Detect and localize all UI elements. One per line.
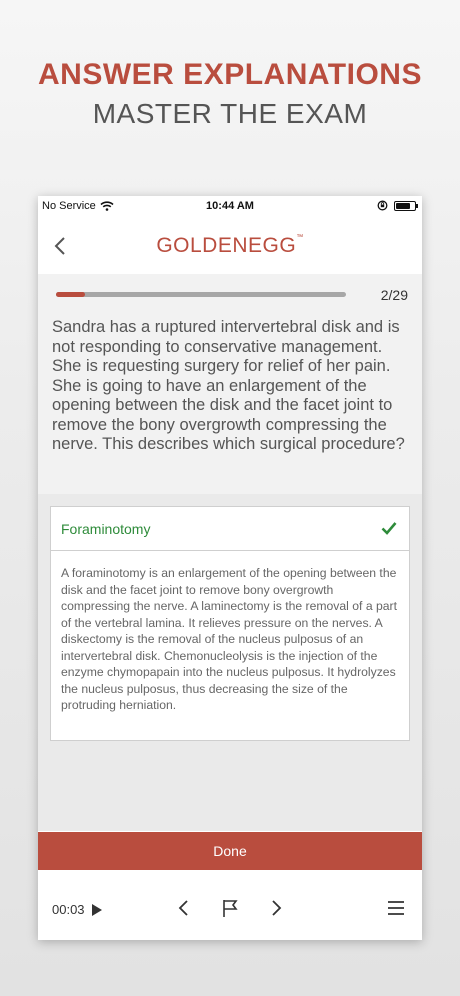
- app-logo: [38, 234, 422, 258]
- timer: [52, 902, 103, 917]
- carrier-label: No Service: [42, 200, 96, 212]
- promo-headline: ANSWER EXPLANATIONS: [38, 58, 422, 91]
- rotation-lock-icon: [377, 200, 388, 211]
- bottom-toolbar: [38, 880, 422, 940]
- question-text: Sandra has a ruptured intervertebral disk and is not responding to conservative management. She is requesting surgery for relief of her pain. She is going to have an enlargement of the opening between the disk and the facet joint to remove the bony overgrowth compressing the nerve. This describes which surgical procedure?: [52, 318, 405, 453]
- nav-bar: [38, 218, 422, 274]
- done-button[interactable]: Done: [38, 832, 422, 870]
- answer-explanation: A foraminotomy is an enlargement of the opening between the disk and the facet joint to remove bony overgrowth compressing the nerve. A laminectomy is the removal of a part of the vertebral lamina. It relieves pressure on the nerves. A diskectomy is the removal of the nucleus pulposus of an intervertebral disk. Chemonucleolysis is the injection of the enzyme chymopapain into the nucleus pulposus. It hydrolyzes the nucleus pulposus, thus decreasing the size of the protruding herniation.: [61, 566, 397, 712]
- status-bar: [38, 196, 422, 218]
- phone-screen: [38, 196, 422, 940]
- battery-icon: [394, 201, 416, 211]
- play-icon[interactable]: [91, 903, 103, 917]
- previous-icon[interactable]: [174, 898, 194, 918]
- timer-label: 00:03: [52, 902, 85, 917]
- flag-icon[interactable]: [220, 898, 240, 918]
- answer-label: Foraminotomy: [61, 521, 151, 537]
- menu-icon[interactable]: [386, 898, 406, 918]
- answer-card: [50, 506, 410, 741]
- progress-label: 2/29: [380, 287, 408, 303]
- progress-bar: [56, 292, 346, 297]
- answer-option[interactable]: [51, 507, 409, 551]
- question-section: [38, 274, 422, 494]
- progress-fill: [56, 292, 85, 297]
- next-icon[interactable]: [266, 898, 286, 918]
- answer-section: [38, 494, 422, 831]
- logo-trademark: ™: [296, 234, 304, 241]
- promo-subheadline: MASTER THE EXAM: [92, 98, 368, 129]
- status-time: 10:44 AM: [206, 200, 254, 212]
- checkmark-icon: [381, 521, 397, 535]
- logo-text: GOLDENEGG: [156, 234, 297, 257]
